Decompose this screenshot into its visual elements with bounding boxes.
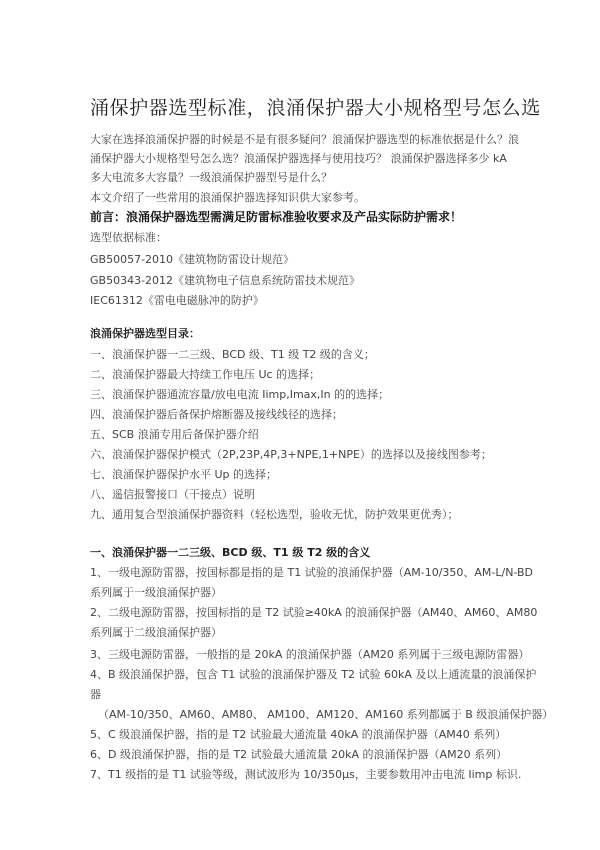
standard-item: GB50343-2012《建筑物电子信息系统防雷技术规范》	[90, 274, 361, 287]
section1-line: （AM-10/350、AM60、AM80、 AM100、AM120、AM160 系列都属于 B 级浪涌保护器）	[98, 708, 554, 721]
section1-line: 4、B 级浪涌保护器，包含 T1 试验的浪涌保护器及 T2 试验 60kA 及以上通流量的浪涌保护	[90, 668, 537, 681]
section1-line: 3、三级电源防雷器，一般指的是 20kA 的浪涌保护器（AM20 系列属于三级电源防雷器）	[90, 648, 530, 661]
toc-item: 八、遥信报警接口（干接点）说明	[90, 488, 255, 501]
section1-line: 2、二级电源防雷器，按国标指的是 T2 试验≥40kA 的浪涌保护器（AM40、AM60、AM80	[90, 606, 538, 619]
section1-line: 7、T1 级指的是 T1 试验等级，测试波形为 10/350μs，主要参数用冲击电流 Iimp 标识.	[90, 768, 522, 781]
toc-item: 三、浪涌保护器通流容量/放电电流 Iimp,Imax,In 的的选择；	[90, 388, 390, 401]
basis-label: 选型依据标准：	[90, 231, 167, 244]
intro-paragraph: 大家在选择浪涌保护器的时候是不是有很多疑问？浪涌保护器选型的标准依据是什么？浪涌保护器大小规格型号怎么选？浪涌保护器选择与使用技巧？ 浪涌保护器选择多少 kA 多大电流多大容量？一级浪涌保护器型号是什么？	[90, 133, 519, 184]
section1-line: 系列属于一级浪涌保护器）	[90, 586, 222, 599]
section1-line: 1、一级电源防雷器，按国标都是指的是 T1 试验的浪涌保护器（AM-10/350、AM-L/N-BD	[90, 566, 534, 579]
standard-item: IEC61312《雷电电磁脉冲的防护》	[90, 294, 264, 307]
section1-line: 6、D 级浪涌保护器，指的是 T2 试验最大通流量 20kA 的浪涌保护器（AM20 系列）	[90, 748, 508, 761]
standard-item: GB50057-2010《建筑物防雷设计规范》	[90, 253, 295, 266]
section1-line: 5、C 级浪涌保护器，指的是 T2 试验最大通流量 40kA 的浪涌保护器（AM40 系列）	[90, 728, 507, 741]
toc-item: 四、浪涌保护器后备保护熔断器及接线线径的选择；	[90, 408, 343, 421]
preface-heading: 前言：浪涌保护器选型需满足防雷标准验收要求及产品实际防护需求！	[90, 210, 463, 224]
toc-item: 五、SCB 浪涌专用后备保护器介绍	[90, 428, 259, 441]
section1-line: 器	[90, 688, 101, 701]
section1-title: 一、浪涌保护器一二三级、BCD 级、T1 级 T2 级的含义	[90, 546, 371, 559]
section1-line: 系列属于二级浪涌保护器）	[90, 626, 222, 639]
toc-item: 九、通用复合型浪涌保护器资料（轻松选型，验收无忧，防护效果更优秀）；	[90, 508, 459, 521]
intro-note: 本文介绍了一些常用的浪涌保护器选择知识供大家参考。	[90, 191, 365, 204]
page-title: 涌保护器选型标准，浪涌保护器大小规格型号怎么选	[90, 97, 541, 119]
toc-item: 七、浪涌保护器保护水平 Up 的选择；	[90, 468, 278, 481]
toc-title: 浪涌保护器选型目录：	[90, 327, 200, 340]
toc-item: 一、浪涌保护器一二三级、BCD 级、T1 级 T2 级的含义；	[90, 348, 375, 361]
toc-item: 二、浪涌保护器最大持续工作电压 Uc 的选择；	[90, 368, 321, 381]
toc-item: 六、浪涌保护器保护模式（2P,23P,4P,3+NPE,1+NPE）的选择以及接线图参考；	[90, 448, 492, 461]
